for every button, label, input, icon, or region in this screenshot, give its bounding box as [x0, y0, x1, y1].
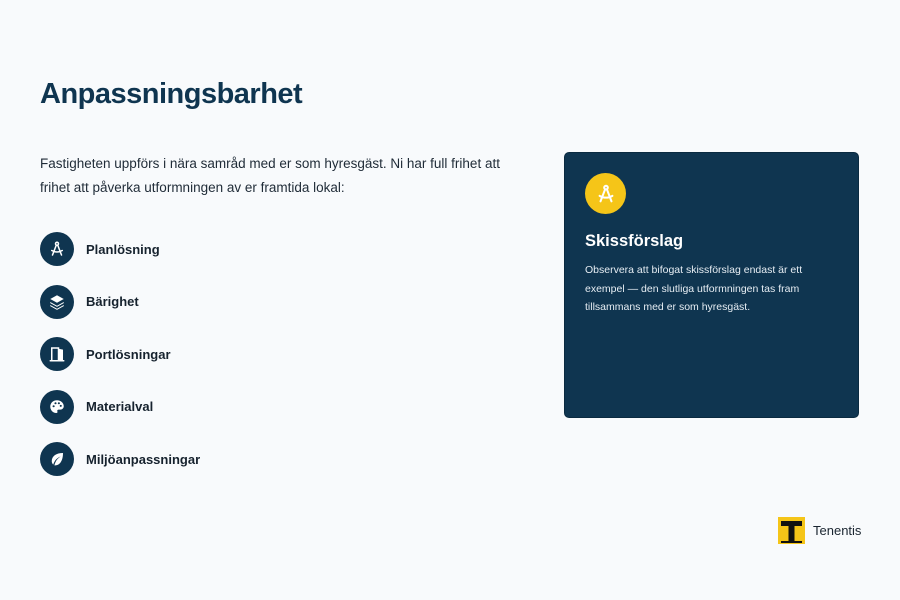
- feature-item-portlosningar: [40, 337, 200, 371]
- layers-icon: [40, 285, 74, 319]
- tenentis-logo-icon: [778, 517, 805, 544]
- compass-icon: [585, 173, 626, 214]
- feature-item-barighet: [40, 285, 200, 319]
- card-text: Observera att bifogat skissförslag endast är ett exempel — den slutliga utformningen tas fram tillsammans med er som hyresgäst.: [585, 264, 803, 313]
- feature-label: Materialval: [86, 399, 154, 414]
- compass-icon: [40, 232, 74, 266]
- logo-text: Tenentis: [813, 523, 862, 538]
- intro-text: Fastigheten uppförs i nära samråd med er som hyresgäst. Ni har full frihet att frihet att påverka utformningen av er framtida lokal:: [40, 156, 500, 195]
- page-title: Anpassningsbarhet: [40, 78, 303, 110]
- feature-item-miljoanpassningar: [40, 442, 200, 476]
- palette-icon: [40, 390, 74, 424]
- card-title: Skissförslag: [585, 232, 684, 250]
- feature-label: Bärighet: [86, 294, 139, 309]
- feature-label: Miljöanpassningar: [86, 451, 201, 467]
- door-icon: [40, 337, 74, 371]
- feature-list: [40, 232, 200, 495]
- feature-item-materialval: [40, 390, 200, 424]
- feature-label: Planlösning: [86, 241, 160, 257]
- feature-label: Portlösningar: [86, 346, 171, 362]
- leaf-icon: [40, 442, 74, 476]
- brand-logo: [778, 517, 861, 544]
- feature-item-planlosning: [40, 232, 200, 266]
- sketch-proposal-card: [564, 152, 859, 418]
